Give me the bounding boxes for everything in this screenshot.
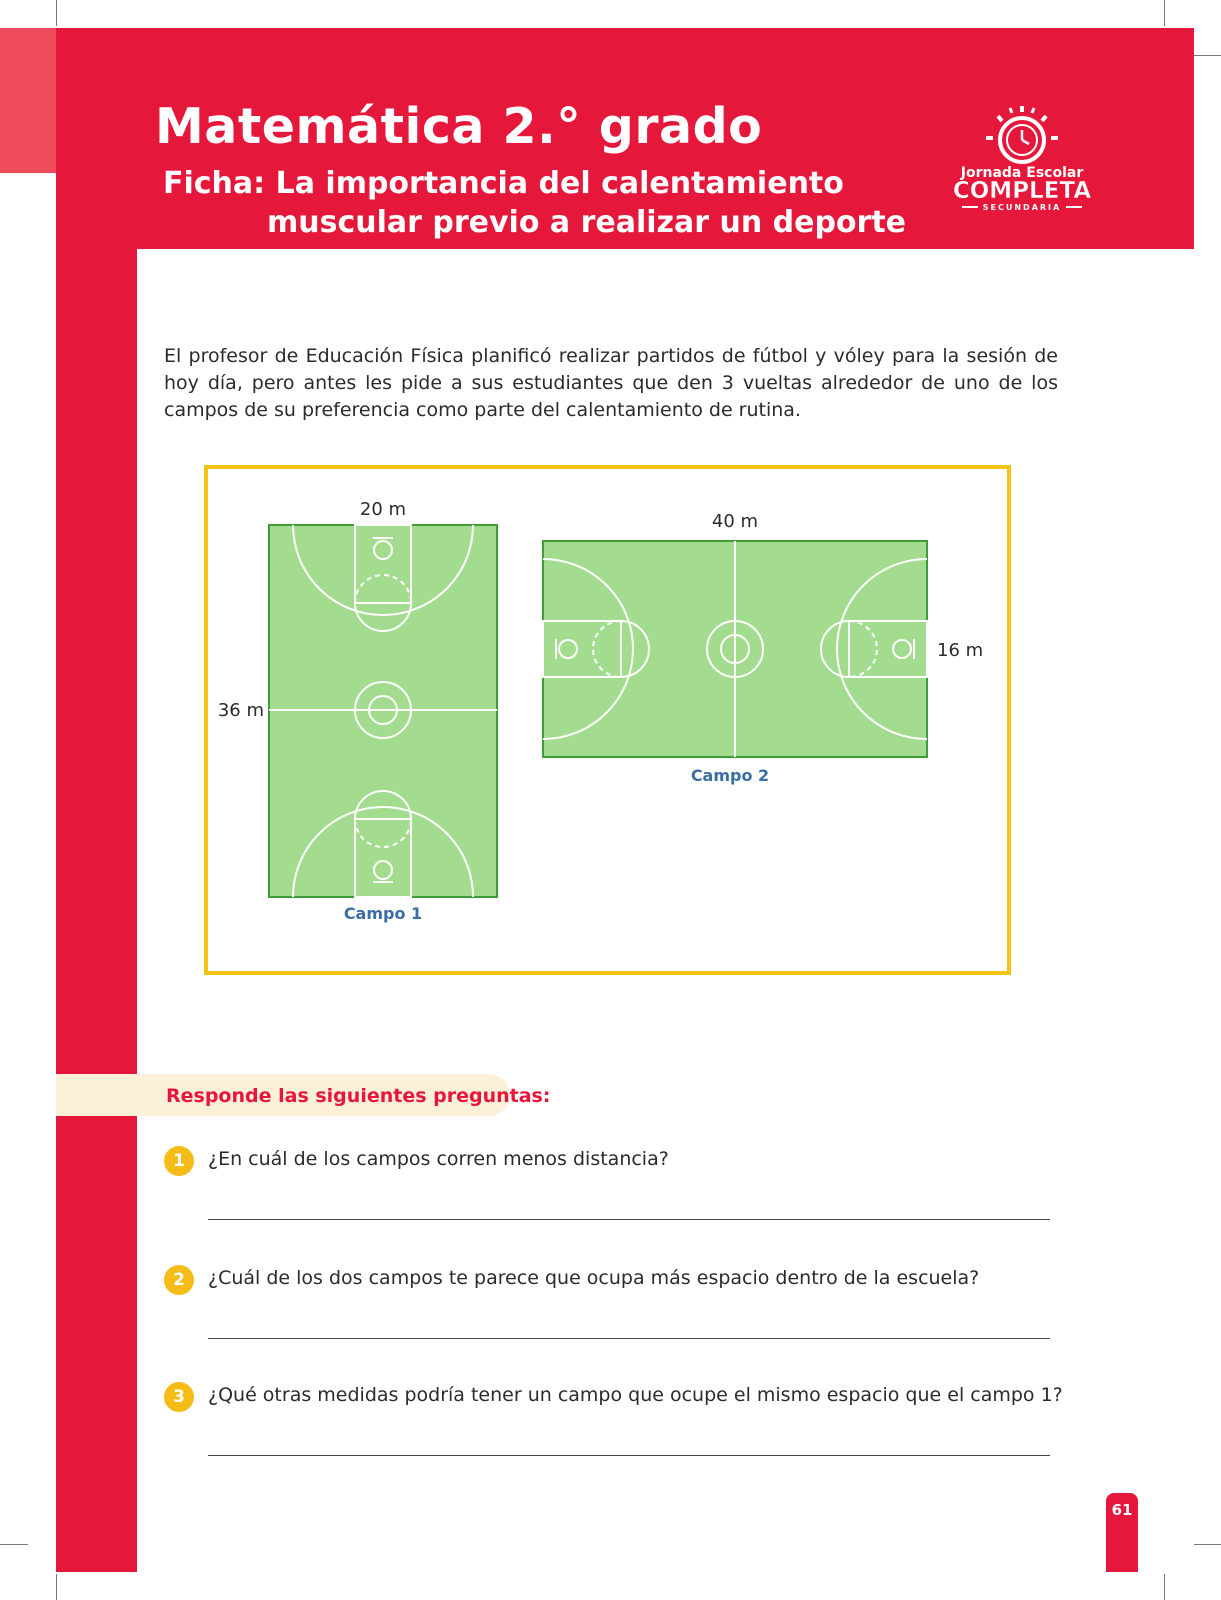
question-2-number: 2: [164, 1265, 194, 1295]
campo-1-label: Campo 1: [343, 904, 423, 923]
crop-mark: [56, 0, 57, 26]
crop-mark: [0, 1544, 28, 1545]
question-1-number: 1: [164, 1146, 194, 1176]
logo-text-line-3: SECUNDARIA: [982, 203, 1062, 212]
answer-line-2[interactable]: [208, 1338, 1050, 1339]
left-tab: [0, 28, 56, 173]
jornada-escolar-logo: [940, 100, 1105, 225]
left-red-band: [56, 28, 137, 1572]
campo-1-court: [269, 525, 497, 897]
campo-2-label: Campo 2: [690, 766, 770, 785]
crop-mark: [56, 1574, 57, 1600]
subtitle-line-2: muscular previo a realizar un deporte: [267, 205, 907, 240]
campo-2-height-label: 16 m: [937, 640, 984, 661]
campo-1-height-label: 36 m: [217, 700, 264, 721]
crop-mark: [1164, 1574, 1165, 1600]
answer-line-1[interactable]: [208, 1219, 1050, 1220]
campo-1-width-label: 20 m: [359, 499, 407, 520]
subtitle-line-1: Ficha: La importancia del calentamiento: [163, 166, 844, 201]
intro-paragraph: El profesor de Educación Física planificó realizar partidos de fútbol y vóley para la sesión de hoy día, pero antes les pide a sus estudiantes que den 3 vueltas alrededor de uno de los campos de su preferencia como parte del calentamiento de rutina.: [164, 345, 1058, 421]
campo-2-court: [543, 541, 927, 757]
crop-mark: [1194, 55, 1221, 56]
page-number: 61: [1106, 1493, 1138, 1572]
courts-figure: [204, 465, 1011, 975]
question-1-text: ¿En cuál de los campos corren menos distancia?: [208, 1148, 669, 1170]
logo-text-line-1: Jornada Escolar: [960, 165, 1084, 181]
logo-text-line-2: COMPLETA: [952, 178, 1092, 204]
questions-prompt: Responde las siguientes preguntas:: [166, 1085, 551, 1107]
question-2-text: ¿Cuál de los dos campos te parece que ocupa más espacio dentro de la escuela?: [208, 1267, 980, 1289]
question-3-text: ¿Qué otras medidas podría tener un campo que ocupe el mismo espacio que el campo 1?: [208, 1384, 1063, 1406]
question-3-number: 3: [164, 1382, 194, 1412]
crop-mark: [1194, 1544, 1221, 1545]
answer-line-3[interactable]: [208, 1455, 1050, 1456]
clock-icon: [986, 106, 1058, 162]
crop-mark: [1164, 0, 1165, 26]
page-title: Matemática 2.° grado: [155, 98, 763, 155]
campo-2-width-label: 40 m: [711, 511, 759, 532]
courts-diagram: [208, 469, 1008, 972]
